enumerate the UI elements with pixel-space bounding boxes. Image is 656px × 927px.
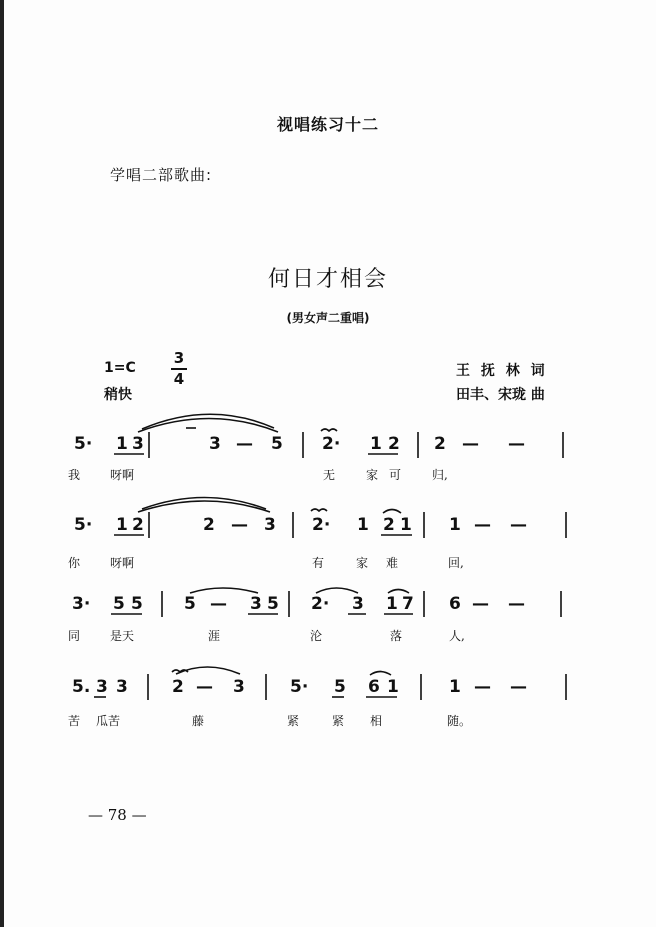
score-line-4-marks: [94, 667, 566, 700]
tempo-marking: 稍快: [104, 387, 132, 403]
note: 5.: [72, 677, 91, 697]
note: —: [472, 594, 489, 614]
lyric: 呀啊: [110, 468, 135, 482]
note: —: [474, 515, 491, 535]
note: 1: [357, 515, 369, 535]
note: —: [510, 515, 527, 535]
note: 3: [352, 594, 364, 614]
lyric: 是天: [110, 629, 135, 643]
lyrics-line-4: [68, 713, 471, 728]
note: —: [210, 594, 227, 614]
note: 7: [402, 594, 414, 614]
note: 3: [96, 677, 108, 697]
note: 1: [449, 677, 461, 697]
lyric: 你: [68, 556, 81, 570]
note: —: [462, 434, 479, 454]
lyric: 苦: [68, 714, 81, 728]
lyrics-line-3: [68, 628, 465, 643]
lyric: 紧: [332, 714, 345, 728]
note: —: [508, 434, 525, 454]
note: 2: [434, 434, 446, 454]
lyric: 随。: [447, 714, 472, 728]
lyric: 呀啊: [110, 556, 135, 570]
note: 5: [334, 677, 346, 697]
note: —: [474, 677, 491, 697]
lyricist-credit: 王 抚 林 词: [456, 363, 548, 379]
note: 2: [172, 677, 184, 697]
lyric: 藤: [192, 714, 205, 728]
page-number: — 78 —: [88, 806, 147, 824]
slur: [370, 672, 391, 676]
slur: [138, 501, 270, 512]
lyric: 家: [356, 556, 369, 570]
lyrics-line-1: [68, 467, 448, 482]
exercise-heading: 视唱练习十二: [276, 115, 379, 134]
note: 1: [400, 515, 412, 535]
song-title: 何日才相会: [267, 267, 388, 292]
note: 1: [116, 434, 128, 454]
score-line-3: [72, 594, 525, 614]
note: 5·: [74, 434, 93, 454]
note: 3: [132, 434, 144, 454]
lyric: 我: [68, 468, 81, 482]
slur: [388, 590, 409, 594]
lyric: 紧: [287, 714, 300, 728]
note: 5·: [74, 515, 93, 535]
note: 5: [184, 594, 196, 614]
note: 2·: [312, 515, 331, 535]
slur: [316, 588, 358, 593]
note: 3: [209, 434, 221, 454]
score-line-2: [74, 515, 527, 535]
note: —: [236, 434, 253, 454]
lyrics-line-2: [68, 555, 464, 570]
lyric: 家: [366, 468, 379, 482]
note: 3: [233, 677, 245, 697]
lyric: 落: [390, 629, 403, 643]
lyric: 涯: [208, 629, 221, 643]
slur: [138, 419, 278, 433]
mordent-mark: [311, 509, 327, 511]
score-line-4: [72, 677, 527, 697]
lyric: 归,: [432, 468, 448, 482]
note: 1: [386, 594, 398, 614]
score-line-1: [74, 434, 525, 454]
intro-text: 学唱二部歌曲:: [110, 166, 213, 184]
note: —: [508, 594, 525, 614]
note: 2: [383, 515, 395, 535]
lyric: 无: [323, 468, 336, 482]
note: 2: [203, 515, 215, 535]
slur: [142, 414, 274, 429]
note: 1: [387, 677, 399, 697]
note: 5: [271, 434, 283, 454]
note: 6: [368, 677, 380, 697]
lyric: 难: [386, 556, 399, 570]
note: 2·: [311, 594, 330, 614]
time-signature-bottom: 4: [173, 370, 185, 388]
note: —: [231, 515, 248, 535]
note: 2: [132, 515, 144, 535]
slur: [190, 588, 258, 593]
lyric: 沦: [310, 629, 323, 643]
note: 5: [267, 594, 279, 614]
mordent-mark: [321, 429, 337, 431]
note: 5: [113, 594, 125, 614]
lyric: 回,: [448, 556, 464, 570]
note: 2·: [322, 434, 341, 454]
note: 2: [388, 434, 400, 454]
note: 1: [116, 515, 128, 535]
time-signature-top: 3: [173, 349, 185, 367]
lyric: 可: [389, 468, 402, 482]
lyric: 人,: [449, 629, 465, 643]
note: 1: [370, 434, 382, 454]
lyric: 相: [370, 714, 383, 728]
score-line-2-marks: [114, 498, 566, 539]
composer-credit: 田丰、宋珑 曲: [456, 387, 545, 403]
note: 3·: [72, 594, 91, 614]
note: 5·: [290, 677, 309, 697]
note: 3: [250, 594, 262, 614]
lyric: 有: [312, 556, 325, 570]
note: —: [196, 677, 213, 697]
lyric: 同: [68, 629, 81, 643]
note: 1: [449, 515, 461, 535]
note: 6: [449, 594, 461, 614]
slur: [383, 510, 401, 514]
note: 5: [131, 594, 143, 614]
note: 3: [116, 677, 128, 697]
score-line-3-marks: [111, 588, 561, 617]
note: —: [510, 677, 527, 697]
note: 3: [264, 515, 276, 535]
lyric: 瓜苦: [96, 714, 121, 728]
mordent-mark: [172, 670, 188, 672]
slur: [142, 498, 266, 510]
key-signature: 1=C: [104, 360, 136, 376]
song-subtitle: (男女声二重唱): [286, 311, 370, 325]
